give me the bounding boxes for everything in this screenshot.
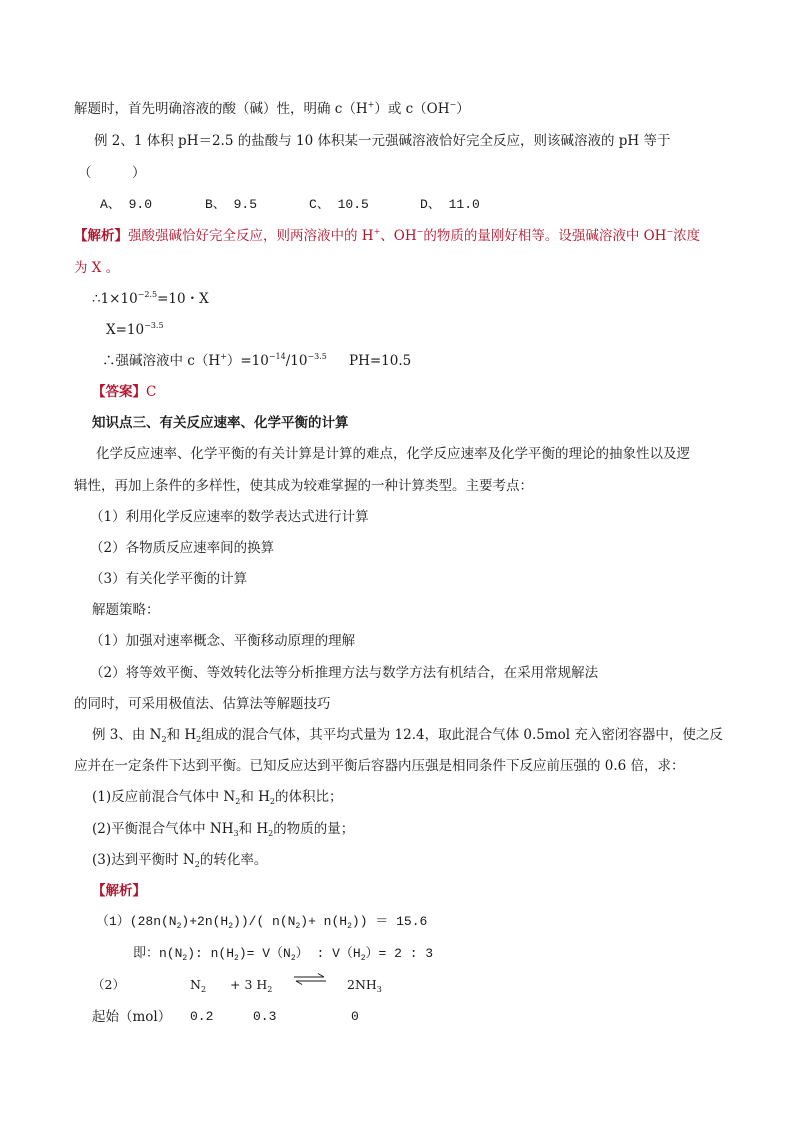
calc-text: /10 [285, 353, 308, 369]
example2-analysis [74, 227, 700, 245]
example3-analysis-tag: 【解析】 [92, 883, 146, 899]
equation-n2 [190, 976, 206, 994]
section-para-line2: 辑性，再加上条件的多样性，使其成为较难掌握的一种计算类型。主要考点： [74, 478, 533, 494]
strategy-1: （1）加强对速率概念、平衡移动原理的理解 [90, 633, 356, 649]
subscript: 2 [267, 985, 273, 994]
option-d: D、 11.0 [420, 197, 480, 212]
subscript: 2 [290, 954, 296, 963]
subscript: 2 [234, 954, 239, 963]
superscript: + [373, 227, 381, 236]
answer-tag: 【答案】 [92, 384, 146, 400]
subscript: 2 [269, 797, 275, 806]
option-a: A、 9.0 [100, 197, 153, 212]
example3-q1 [92, 788, 343, 806]
start-label: 起始（mol） [92, 1009, 172, 1025]
analysis-text: 浓度 [673, 228, 701, 244]
strategy-cont: 的同时，可采用极值法、估算法等解题技巧 [74, 696, 331, 712]
section-para-line1: 化学反应速率、化学平衡的有关计算是计算的难点，化学反应速率及化学平衡的理论的抽象性以及逻 [96, 446, 690, 462]
example3-q3 [92, 851, 267, 869]
ex3-text: (3)达到平衡时 N [92, 852, 195, 868]
calc-text: ）=10 [226, 353, 269, 369]
superscript: −3.5 [307, 352, 327, 361]
calc-line-1 [92, 290, 209, 308]
calc-text: ∴1×10 [92, 291, 138, 307]
subscript: 2 [360, 954, 366, 963]
ex3-text: 组成的混合气体，其平均式量为 12.4，取此混合气体 0.5mol 充入密闭容器中，使之反 [201, 727, 723, 743]
sol-text: )= V（N [238, 946, 291, 961]
equation-h2 [230, 976, 272, 994]
ex3-text: 的转化率。 [199, 852, 268, 868]
equilibrium-arrow-icon [292, 972, 328, 986]
superscript: −2.5 [137, 290, 158, 299]
sol-text: 即：n(N [133, 946, 183, 961]
calc-line-3 [102, 352, 327, 370]
sol-text: ）= 2 : 3 [365, 946, 434, 961]
superscript: − [449, 100, 457, 109]
intro-text: ） [456, 101, 470, 117]
subscript: 2 [235, 797, 241, 806]
option-c: C、 10.5 [309, 197, 369, 212]
subscript: 3 [233, 829, 239, 838]
analysis-text: 、OH [380, 228, 417, 244]
superscript: −14 [268, 352, 286, 361]
superscript: − [666, 227, 674, 236]
solution-line-2 [133, 945, 433, 963]
answer-line [92, 383, 156, 401]
ex3-text: 的体积比； [275, 789, 343, 805]
superscript: −3.5 [144, 321, 164, 330]
example2-question: 例 2、1 体积 pH＝2.5 的盐酸与 10 体积某一元强碱溶液恰好完全反应，则该碱溶液的 pH 等于 [94, 133, 671, 149]
intro-text: 解题时，首先明确溶液的酸（碱）性，明确 c（H [74, 101, 368, 117]
sol-text: )+ n(H [300, 914, 348, 929]
formula-text: 2NH [347, 977, 377, 992]
example3-line2: 应并在一定条件下达到平衡。已知反应达到平衡后容器内压强是相同条件下反应前压强的 0.6 倍，求： [74, 758, 685, 774]
analysis-line2: 为 X 。 [74, 260, 120, 276]
subscript: 2 [200, 985, 207, 994]
answer-value: C [146, 384, 157, 400]
sol-text: ): n(H [187, 946, 235, 961]
point-1: （1）利用化学反应速率的数学表达式进行计算 [90, 509, 369, 525]
ph-result: PH=10.5 [349, 353, 412, 369]
example3-line1 [92, 726, 723, 744]
subscript: 2 [176, 922, 182, 931]
subscript: 2 [161, 735, 167, 744]
sol-text: （1）(28n(N [96, 914, 177, 929]
intro-text: ）或 c（OH [374, 101, 450, 117]
superscript: + [367, 100, 375, 109]
start-value-h2: 0.3 [253, 1009, 277, 1024]
subscript: 2 [196, 735, 202, 744]
ex3-text: 的物质的量； [273, 821, 355, 837]
example2-blank: （ ） [78, 165, 146, 181]
start-value-nh3: 0 [351, 1009, 359, 1024]
equation-nh3 [347, 976, 382, 994]
analysis-text: 的物质的量刚好相等。设强碱溶液中 OH [423, 228, 667, 244]
example3-q2 [92, 820, 354, 838]
sol-text: ） : V（H [295, 946, 361, 961]
subscript: 2 [182, 954, 188, 963]
calc-text: ∴强碱溶液中 c（H [102, 353, 221, 369]
start-value-n2: 0.2 [190, 1009, 214, 1024]
subscript: 2 [194, 860, 200, 869]
calc-text: =10・X [157, 291, 209, 307]
solution-line-1 [96, 913, 427, 931]
strategy-2: （2）将等效平衡、等效转化法等分析推理方法与数学方法有机结合，在采用常规解法 [90, 665, 599, 681]
analysis-text: 强酸强碱恰好完全反应，则两溶液中的 H [128, 228, 374, 244]
calc-text: X=10 [106, 322, 145, 338]
sol-text: )+2n(H [181, 914, 229, 929]
strategy-label: 解题策略： [92, 602, 160, 618]
formula-text: N [190, 977, 201, 992]
subscript: 3 [376, 985, 382, 994]
subscript: 2 [295, 922, 301, 931]
point-2: （2）各物质反应速率间的换算 [90, 540, 275, 556]
ex3-text: (1)反应前混合气体中 N [92, 789, 236, 805]
sol-text: )) ＝ 15.6 [351, 914, 428, 929]
ex3-text: 和 H [240, 789, 270, 805]
subscript: 2 [268, 829, 274, 838]
ex3-text: 和 H [238, 821, 269, 837]
superscript: + [220, 352, 227, 361]
superscript: − [416, 227, 424, 236]
subscript: 2 [228, 922, 234, 931]
ex3-text: 例 3、由 N [92, 727, 162, 743]
sol-text: ))/( n(N [233, 914, 296, 929]
equation-label: （2） [92, 977, 125, 992]
ex3-text: (2)平衡混合气体中 NH [92, 821, 234, 837]
subscript: 2 [347, 922, 352, 931]
option-b: B、 9.5 [205, 197, 258, 212]
analysis-tag: 【解析】 [74, 228, 128, 244]
calc-line-2 [106, 321, 164, 339]
ex3-text: 和 H [166, 727, 197, 743]
intro-line [74, 100, 470, 118]
section-heading: 知识点三、有关反应速率、化学平衡的计算 [92, 415, 349, 431]
point-3: （3）有关化学平衡的计算 [90, 571, 248, 587]
formula-text: + 3 H [230, 977, 268, 992]
